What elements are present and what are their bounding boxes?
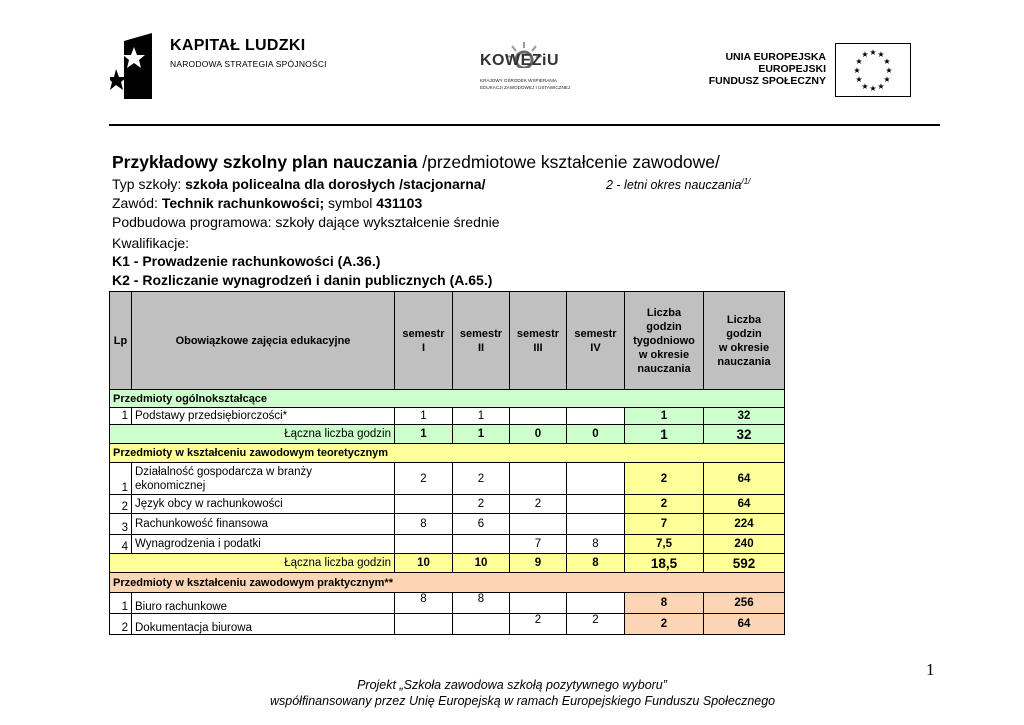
- table-row: [110, 614, 785, 635]
- school-type-value: szkoła policealna dla dorosłych /stacjonarna/: [185, 176, 486, 192]
- row-sem2: 8: [453, 593, 510, 614]
- row-lp: 1: [110, 463, 132, 495]
- section-general-title: Przedmioty ogólnokształcące: [110, 390, 785, 408]
- row-sem1: 8: [395, 514, 453, 535]
- row-sem3: [510, 408, 567, 425]
- row-lp: 3: [110, 514, 132, 535]
- row-sem2: [453, 614, 510, 635]
- table-row: [110, 514, 785, 535]
- row-sem3: [510, 593, 567, 614]
- svg-text:★: ★: [855, 57, 863, 66]
- row-sem2: 2: [453, 463, 510, 495]
- sum-sem4: 8: [567, 554, 625, 573]
- row-lp: 1: [110, 593, 132, 614]
- row-sem3: 2: [510, 495, 567, 514]
- row-weekly: 1: [625, 408, 704, 425]
- eu-flag-icon: [835, 43, 911, 97]
- row-total: 64: [704, 463, 785, 495]
- table-row: [110, 408, 785, 425]
- table-row: [110, 535, 785, 554]
- kapital-ludzki-title: KAPITAŁ LUDZKI: [170, 37, 306, 54]
- ue-line-2: EUROPEJSKI: [758, 63, 826, 75]
- svg-text:★: ★: [877, 82, 885, 91]
- svg-text:★: ★: [869, 84, 877, 93]
- ue-text-block: [700, 51, 826, 87]
- row-sem2: 1: [453, 408, 510, 425]
- sum-sem1: 1: [395, 425, 453, 444]
- row-total: 256: [704, 593, 785, 614]
- header-weekly-hours: Liczba godzin tygodniowo w okresie nauczania: [625, 292, 704, 390]
- sum-sem3: 0: [510, 425, 567, 444]
- row-subject: Dokumentacja biurowa: [132, 614, 395, 635]
- symbol-value: 431103: [376, 195, 423, 211]
- school-type-line: [112, 176, 485, 192]
- svg-text:★: ★: [853, 66, 861, 75]
- teaching-period-note: /1/: [741, 177, 751, 186]
- row-sem1: [395, 535, 453, 554]
- sum-label: Łączna liczba godzin: [110, 425, 395, 444]
- sum-total: 592: [704, 554, 785, 573]
- profession-line: [112, 195, 422, 211]
- row-total: 64: [704, 614, 785, 635]
- header-total-hours: Liczba godzin w okresie nauczania: [704, 292, 785, 390]
- row-sem4: 2: [567, 614, 625, 635]
- row-sem3: 2: [510, 614, 567, 635]
- ue-line-3: FUNDUSZ SPOŁECZNY: [708, 75, 826, 87]
- row-weekly: 7,5: [625, 535, 704, 554]
- table-row: [110, 495, 785, 514]
- row-subject: Wynagrodzenia i podatki: [132, 535, 395, 554]
- row-weekly: 2: [625, 463, 704, 495]
- table-row: [110, 593, 785, 614]
- row-lp: 4: [110, 535, 132, 554]
- row-sem2: 6: [453, 514, 510, 535]
- kowezu-title: KOWEZiU: [480, 52, 560, 69]
- header-semester-1: semestr I: [395, 292, 453, 390]
- row-weekly: 2: [625, 614, 704, 635]
- row-sem4: [567, 593, 625, 614]
- svg-text:★: ★: [869, 48, 877, 57]
- section-practice-row: [110, 573, 785, 593]
- row-total: 64: [704, 495, 785, 514]
- svg-text:★: ★: [885, 66, 893, 75]
- sum-sem3: 9: [510, 554, 567, 573]
- sum-weekly: 1: [625, 425, 704, 444]
- row-weekly: 7: [625, 514, 704, 535]
- qualifications-label: Kwalifikacje:: [112, 235, 190, 251]
- row-sem2: 2: [453, 495, 510, 514]
- program-basis: Podbudowa programowa: szkoły dające wykształcenie średnie: [112, 214, 500, 230]
- svg-text:★: ★: [883, 75, 891, 84]
- sum-total: 32: [704, 425, 785, 444]
- section-general-row: [110, 390, 785, 408]
- row-sem1: 2: [395, 463, 453, 495]
- header-lp: Lp: [110, 292, 132, 390]
- page-title: [112, 152, 720, 173]
- kowezu-subtitle-2: EDUKACJI ZAWODOWEJ I USTAWICZNEJ: [480, 85, 571, 90]
- row-total: 32: [704, 408, 785, 425]
- header-divider: [109, 124, 940, 126]
- footer-project: Projekt „Szkoła zawodowa szkołą pozytywnego wyboru”: [357, 678, 667, 692]
- header-semester-2: semestr II: [453, 292, 510, 390]
- svg-text:★: ★: [855, 75, 863, 84]
- section-theory-title: Przedmioty w kształceniu zawodowym teoretycznym: [110, 444, 785, 463]
- kapital-ludzki-subtitle: NARODOWA STRATEGIA SPÓJNOŚCI: [170, 59, 327, 69]
- row-subject: Biuro rachunkowe: [132, 593, 395, 614]
- row-sem1: [395, 495, 453, 514]
- row-subject: Rachunkowość finansowa: [132, 514, 395, 535]
- header-semester-4: semestr IV: [567, 292, 625, 390]
- qualification-k1: K1 - Prowadzenie rachunkowości (A.36.): [112, 253, 381, 269]
- sum-sem2: 1: [453, 425, 510, 444]
- row-total: 240: [704, 535, 785, 554]
- row-sem3: 7: [510, 535, 567, 554]
- svg-text:★: ★: [861, 50, 869, 59]
- row-sem4: [567, 463, 625, 495]
- page-number: 1: [926, 660, 935, 679]
- row-lp: 1: [110, 408, 132, 425]
- row-sem4: [567, 514, 625, 535]
- teaching-plan-table: [109, 291, 785, 635]
- kapital-ludzki-logo: [110, 33, 330, 101]
- row-subject: Podstawy przedsiębiorczości*: [132, 408, 395, 425]
- row-sem1: 8: [395, 593, 453, 614]
- section-general-sum-row: [110, 425, 785, 444]
- svg-text:★: ★: [861, 82, 869, 91]
- header-subject: Obowiązkowe zajęcia edukacyjne: [132, 292, 395, 390]
- school-type-label: Typ szkoły:: [112, 176, 186, 192]
- sum-weekly: 18,5: [625, 554, 704, 573]
- row-sem1: 1: [395, 408, 453, 425]
- row-lp: 2: [110, 614, 132, 635]
- header-semester-3: semestr III: [510, 292, 567, 390]
- profession-value: Technik rachunkowości;: [161, 195, 325, 211]
- kowezu-subtitle-1: KRAJOWY OŚRODEK WSPIERANIA: [480, 78, 558, 83]
- teaching-period: [606, 177, 750, 192]
- row-weekly: 2: [625, 495, 704, 514]
- ue-line-1: UNIA EUROPEJSKA: [725, 51, 826, 63]
- row-subject: Język obcy w rachunkowości: [132, 495, 395, 514]
- row-sem1: [395, 614, 453, 635]
- sum-sem1: 10: [395, 554, 453, 573]
- kowezu-logo: [478, 40, 593, 100]
- title-rest: /przedmiotowe kształcenie zawodowe/: [417, 152, 720, 172]
- row-weekly: 8: [625, 593, 704, 614]
- table-row: [110, 463, 785, 495]
- sum-sem4: 0: [567, 425, 625, 444]
- section-theory-sum-row: [110, 554, 785, 573]
- section-practice-title: Przedmioty w kształceniu zawodowym praktycznym**: [110, 573, 785, 593]
- row-sem4: [567, 495, 625, 514]
- qualification-k2: K2 - Rozliczanie wynagrodzeń i danin publicznych (A.65.): [112, 272, 493, 288]
- section-theory-row: [110, 444, 785, 463]
- row-total: 224: [704, 514, 785, 535]
- row-lp: 2: [110, 495, 132, 514]
- title-bold: Przykładowy szkolny plan nauczania: [112, 152, 418, 172]
- row-sem3: [510, 463, 567, 495]
- row-sem4: 8: [567, 535, 625, 554]
- eu-stars-icon: [836, 44, 910, 96]
- row-sem3: [510, 514, 567, 535]
- row-sem4: [567, 408, 625, 425]
- symbol-label: symbol: [324, 195, 377, 211]
- sum-sem2: 10: [453, 554, 510, 573]
- row-sem2: [453, 535, 510, 554]
- svg-text:★: ★: [877, 50, 885, 59]
- sum-label: Łączna liczba godzin: [110, 554, 395, 573]
- profession-label: Zawód:: [112, 195, 162, 211]
- teaching-period-text: 2 - letni okres nauczania: [606, 178, 742, 193]
- footer-cofinancing: współfinansowany przez Unię Europejską w ramach Europejskiego Funduszu Społecznego: [270, 694, 776, 708]
- table-header-row: [110, 292, 785, 390]
- row-subject: Działalność gospodarcza w branży ekonomicznej: [132, 463, 395, 495]
- svg-text:★: ★: [883, 57, 891, 66]
- kapital-ludzki-emblem-icon: [110, 33, 160, 101]
